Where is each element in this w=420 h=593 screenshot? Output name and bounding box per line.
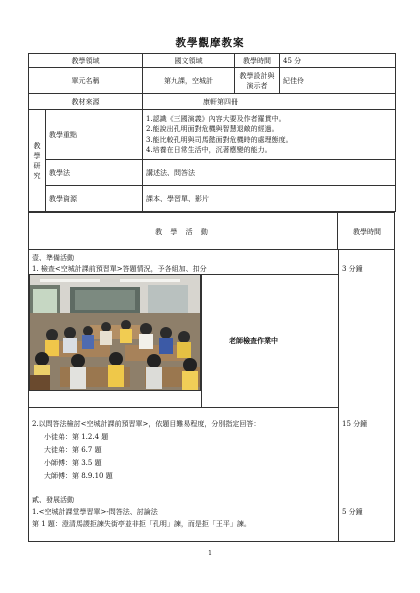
question-1: 第 1 題：澄清馬謖拒諫失街亭並非拒「孔明」諫，而是拒「王平」諫。 [32, 520, 251, 528]
focus-item: 4.培養在日常生活中，沉著應變的能力。 [146, 146, 272, 154]
focus-item: 1.認識《三國演義》內容大要及作者羅貫中。 [146, 114, 286, 123]
section-prep: 壹、準備活動 [32, 254, 74, 262]
assignment-item: 大徒弟：第 6.7 題 [44, 446, 102, 454]
page-title: 教學觀摩教案 [175, 37, 245, 49]
resource-value: 課本、學習單、影片 [143, 186, 396, 212]
classroom-photo [29, 274, 201, 391]
resource-label: 教學資源 [46, 186, 143, 212]
source-value: 康軒第四冊 [143, 94, 396, 110]
research-label [29, 110, 46, 212]
field-value: 國文領域 [143, 54, 235, 68]
classroom-photo-image [30, 275, 201, 391]
focus-item: 3.能比較孔明與司馬懿面對危機時的處理態度。 [146, 135, 293, 144]
focus-item: 2.能說出孔明面對危機與智慧退敵的經過。 [146, 125, 279, 133]
research-label-char: 教 [33, 141, 41, 150]
section-development: 貳、發展活動 [32, 496, 74, 504]
item-2-time: 15 分鐘 [342, 420, 368, 428]
method-label: 教學法 [46, 160, 143, 186]
assignment-item: 大師傅：第 8.9.10 題 [44, 472, 113, 480]
research-label-char: 研 [33, 161, 41, 170]
page-number: 1 [208, 550, 212, 557]
time-header: 教學時間 [353, 227, 381, 236]
unit-label: 單元名稱 [29, 68, 143, 94]
time-label: 教學時間 [235, 54, 280, 68]
activity-header: 教 學 活 動 [29, 213, 338, 250]
column-divider [338, 250, 339, 542]
unit-value: 第九課，空城計 [143, 68, 235, 94]
research-label-char: 學 [33, 151, 41, 160]
info-table [28, 53, 396, 212]
photo-divider [201, 274, 202, 408]
time-value: 45 分 [280, 54, 396, 68]
method-value: 講述法、問答法 [143, 160, 396, 186]
focus-label: 教學重點 [46, 110, 143, 160]
field-label: 教學領域 [29, 54, 143, 68]
activity-item-2: 2.以問答法檢討<空城計課前預習單>，依題目難易程度，分別指定回答： [32, 420, 261, 428]
lesson-table [28, 212, 395, 542]
photo-caption: 老師檢查作業中 [229, 336, 278, 345]
designer-label: 教學設計與演示者 [235, 68, 280, 94]
assignment-item: 小徒弟：第 1.2.4 題 [44, 433, 109, 441]
activity-item-3: 1.<空城計課堂學習單>-問答法、討論法 [32, 508, 158, 516]
activity-item-1: 1. 檢查<空城計課前預習單>答題情況，予各組加、扣分 [32, 265, 207, 273]
research-label-text [29, 141, 45, 181]
focus-list [143, 110, 396, 160]
designer-value: 紀佳伶 [280, 68, 396, 94]
assignment-item: 小師傅：第 3.5 題 [44, 459, 102, 467]
source-label: 教材來源 [29, 94, 143, 110]
item-1-time: 3 分鐘 [342, 265, 363, 273]
item-3-time: 5 分鐘 [342, 508, 363, 516]
research-label-char: 究 [33, 171, 41, 180]
lesson-header [29, 213, 394, 250]
